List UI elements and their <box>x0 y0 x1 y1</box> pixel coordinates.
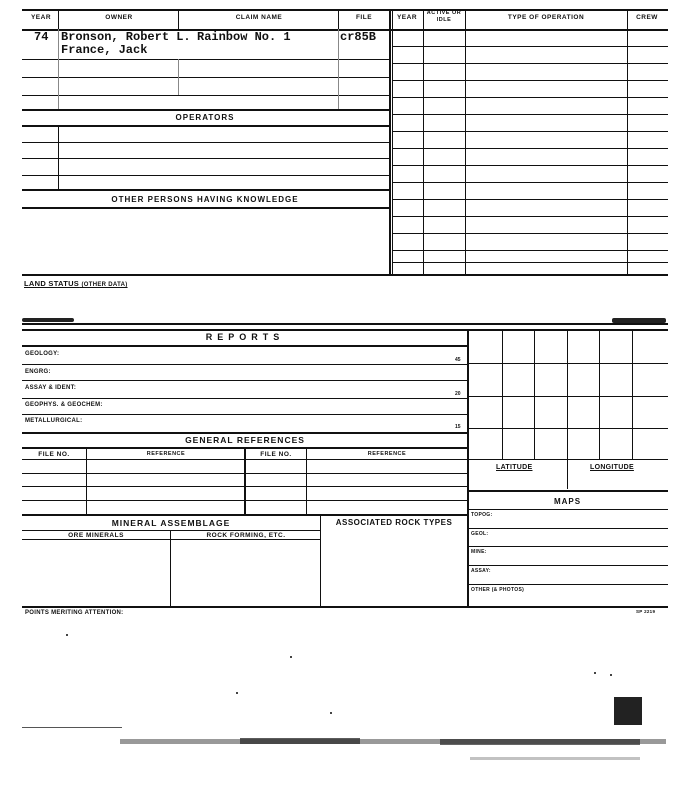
header-file: FILE <box>355 14 373 21</box>
maps-heading: MAPS <box>553 497 582 506</box>
ref-reference-2: REFERENCE <box>367 451 407 457</box>
report-geophys-label: GEOPHYS. & GEOCHEM: <box>25 402 103 408</box>
report-geology-label: GEOLOGY: <box>25 351 60 357</box>
operators-heading: OPERATORS <box>175 113 235 122</box>
header-active-idle: ACTIVE OR IDLE <box>426 10 462 23</box>
report-metallurgical-num: 15 <box>455 424 461 430</box>
mineral-assemblage-heading: MINERAL ASSEMBLAGE <box>111 518 231 528</box>
ink-smudge-right <box>612 318 666 323</box>
ref-reference-1: REFERENCE <box>146 451 186 457</box>
entry-claim-name: Rainbow No. 1 <box>197 30 291 44</box>
latitude-label: LATITUDE <box>496 464 533 471</box>
reports-heading: REPORTS <box>205 332 285 342</box>
rock-forming-header: ROCK FORMING, ETC. <box>206 532 286 539</box>
header-year: YEAR <box>30 14 52 21</box>
other-persons-heading: OTHER PERSONS HAVING KNOWLEDGE <box>111 195 299 204</box>
report-geology-num: 45 <box>455 357 461 363</box>
entry-owner-1: Bronson, Robert L. <box>61 30 191 44</box>
maps-mine: MINE: <box>471 549 487 555</box>
points-meriting-attention-label: POINTS MERITING ATTENTION: <box>25 610 124 616</box>
form-number: SP 2219 <box>636 609 656 614</box>
header-type-of-operation: TYPE OF OPERATION <box>507 14 585 21</box>
ref-file-no-1: FILE NO. <box>38 451 70 458</box>
report-assay-label: ASSAY & IDENT: <box>25 385 77 391</box>
header-year-right: YEAR <box>396 14 418 21</box>
report-metallurgical-label: METALLURGICAL: <box>25 418 83 424</box>
associated-rock-types-heading: ASSOCIATED ROCK TYPES <box>335 518 453 527</box>
land-status-text: LAND STATUS <box>24 279 80 288</box>
ink-block-artifact <box>614 697 642 725</box>
land-status-label <box>24 279 128 288</box>
general-references-heading: GENERAL REFERENCES <box>185 435 305 445</box>
entry-owner-2: France, Jack <box>61 43 148 57</box>
report-engrg-label: ENGRG: <box>25 369 51 375</box>
maps-other: OTHER (& PHOTOS) <box>471 587 525 593</box>
report-assay-num: 20 <box>455 391 461 397</box>
maps-topog: TOPOG: <box>471 512 493 518</box>
entry-year: 74 <box>34 30 49 44</box>
header-crew: CREW <box>636 14 658 21</box>
entry-file: cr85B <box>340 30 377 44</box>
ref-file-no-2: FILE NO. <box>260 451 292 458</box>
maps-assay: ASSAY: <box>471 568 491 574</box>
land-status-sub: (OTHER DATA) <box>81 282 128 288</box>
ore-minerals-header: ORE MINERALS <box>68 532 124 539</box>
header-owner: OWNER <box>105 14 133 21</box>
header-claim-name: CLAIM NAME <box>235 14 283 21</box>
longitude-label: LONGITUDE <box>590 464 634 471</box>
ink-smudge-left <box>22 318 74 322</box>
maps-geol: GEOL: <box>471 531 489 537</box>
